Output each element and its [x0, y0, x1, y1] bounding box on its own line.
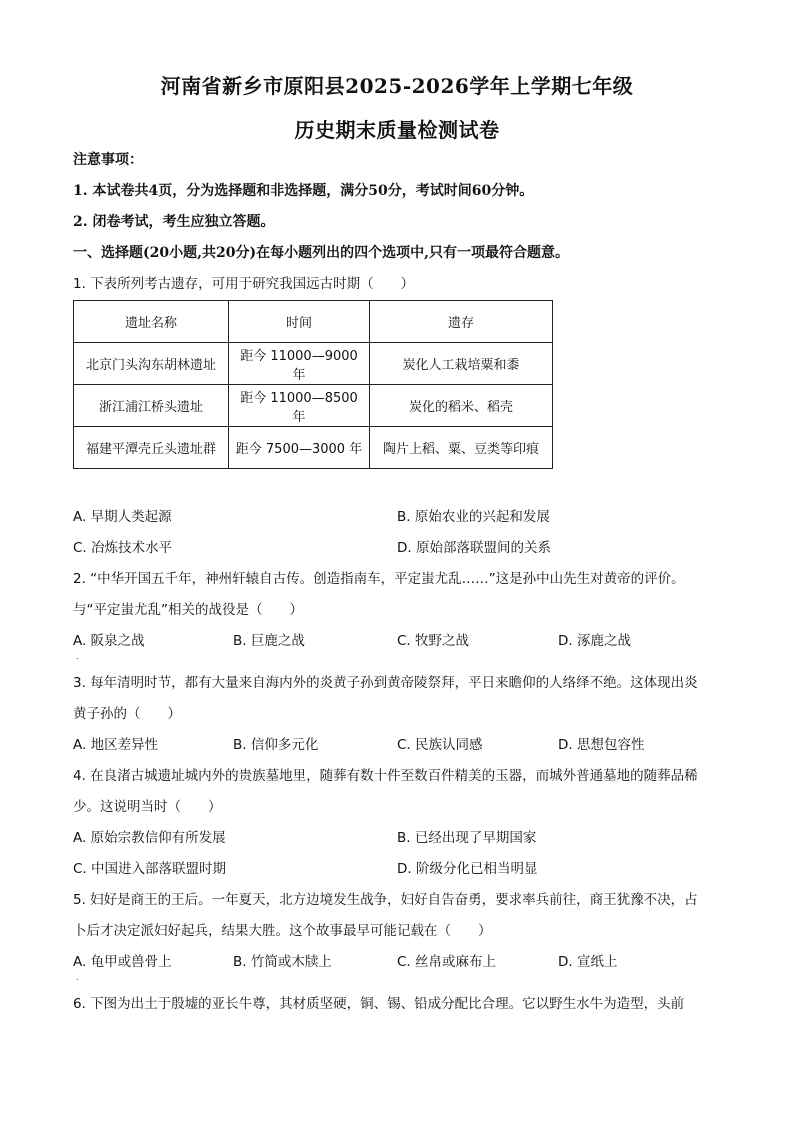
q1-stem: 1. 下表所列考古遗存，可用于研究我国远古时期（ ）	[73, 276, 415, 292]
q4-option-b[interactable]: B. 已经出现了早期国家	[397, 830, 537, 846]
table-header-cell: 遗址名称	[74, 301, 229, 343]
table-cell: 炭化的稻米、稻壳	[370, 385, 553, 427]
table-cell: 距今 7500—3000 年	[229, 427, 370, 469]
q1-option-c[interactable]: C. 冶炼技术水平	[73, 540, 173, 556]
q5-option-b[interactable]: B. 竹简或木牍上	[233, 954, 332, 970]
q2-option-c[interactable]: C. 牧野之战	[397, 633, 470, 649]
q4-stem-line2: 少。这说明当时（ ）	[73, 799, 222, 815]
table-header-cell: 遗存	[370, 301, 553, 343]
q5-option-a[interactable]: A. 龟甲或兽骨上	[73, 954, 172, 970]
table-cell: 距今 11000—8500 年	[229, 385, 370, 427]
q1-option-b[interactable]: B. 原始农业的兴起和发展	[397, 509, 550, 525]
q2-option-d[interactable]: D. 涿鹿之战	[558, 633, 631, 649]
table-cell: 陶片上稻、粟、豆类等印痕	[370, 427, 553, 469]
q4-option-d[interactable]: D. 阶级分化已相当明显	[397, 861, 538, 877]
q3-stem-line2: 黄子孙的（ ）	[73, 706, 181, 722]
q5-stem-line2: 卜后才决定派妇好起兵，结果大胜。这个故事最早可能记载在（ ）	[73, 923, 492, 939]
table-cell: 北京门头沟东胡林遗址	[74, 343, 229, 385]
q2-stem-line1: 2. “中华开国五千年，神州轩辕自古传。创造指南车，平定蚩尤乱……”这是孙中山先生对黄帝的评价。	[73, 571, 685, 587]
q3-stem-line1: 3. 每年清明时节，都有大量来自海内外的炎黄子孙到黄帝陵祭拜，平日来瞻仰的人络绎不绝。这体现出炎	[73, 675, 698, 691]
stray-dot-mark: .	[76, 652, 79, 661]
q1-option-d[interactable]: D. 原始部落联盟间的关系	[397, 540, 551, 556]
table-header-cell: 时间	[229, 301, 370, 343]
notes-item-1: 1. 本试卷共4页，分为选择题和非选择题，满分50分，考试时间60分钟。	[73, 183, 534, 199]
q6-stem-line1: 6. 下图为出土于殷墟的亚长牛尊，其材质坚硬，铜、锡、铅成分配比合理。它以野生水牛为造型，头前	[73, 996, 685, 1012]
q1-relics-table	[73, 300, 553, 469]
table-cell: 福建平潭壳丘头遗址群	[74, 427, 229, 469]
table-row	[74, 385, 553, 427]
q4-option-a[interactable]: A. 原始宗教信仰有所发展	[73, 830, 226, 846]
table-row	[74, 427, 553, 469]
notes-item-2: 2. 闭卷考试，考生应独立答题。	[73, 214, 275, 230]
notes-heading: 注意事项：	[73, 152, 143, 168]
q4-option-c[interactable]: C. 中国进入部落联盟时期	[73, 861, 227, 877]
q5-stem-line1: 5. 妇好是商王的王后。一年夏天，北方边境发生战争，妇好自告奋勇，要求率兵前往，商王犹豫不决，占	[73, 892, 698, 908]
q2-stem-line2: 与“平定蚩尤乱”相关的战役是（ ）	[73, 602, 303, 618]
q2-option-b[interactable]: B. 巨鹿之战	[233, 633, 305, 649]
stray-dot-mark: .	[76, 973, 79, 982]
q4-stem-line1: 4. 在良渚古城遗址城内外的贵族墓地里，随葬有数十件至数百件精美的玉器，而城外普通墓地的随葬品稀	[73, 768, 698, 784]
q5-option-c[interactable]: C. 丝帛或麻布上	[397, 954, 497, 970]
table-row	[74, 343, 553, 385]
table-cell: 距今 11000—9000 年	[229, 343, 370, 385]
q3-option-a[interactable]: A. 地区差异性	[73, 737, 159, 753]
table-header-row	[74, 301, 553, 343]
exam-title-line2: 历史期末质量检测试卷	[294, 118, 500, 142]
q3-option-b[interactable]: B. 信仰多元化	[233, 737, 319, 753]
q2-option-a[interactable]: A. 阪泉之战	[73, 633, 145, 649]
table-cell: 炭化人工栽培粟和黍	[370, 343, 553, 385]
q5-option-d[interactable]: D. 宣纸上	[558, 954, 618, 970]
q3-option-d[interactable]: D. 思想包容性	[558, 737, 645, 753]
q3-option-c[interactable]: C. 民族认同感	[397, 737, 483, 753]
section-1-heading: 一、选择题(20小题,共20分)在每小题列出的四个选项中,只有一项最符合题意。	[73, 245, 569, 261]
table-cell: 浙江浦江桥头遗址	[74, 385, 229, 427]
exam-title-line1: 河南省新乡市原阳县2025-2026学年上学期七年级	[160, 74, 634, 98]
q1-option-a[interactable]: A. 早期人类起源	[73, 509, 172, 525]
